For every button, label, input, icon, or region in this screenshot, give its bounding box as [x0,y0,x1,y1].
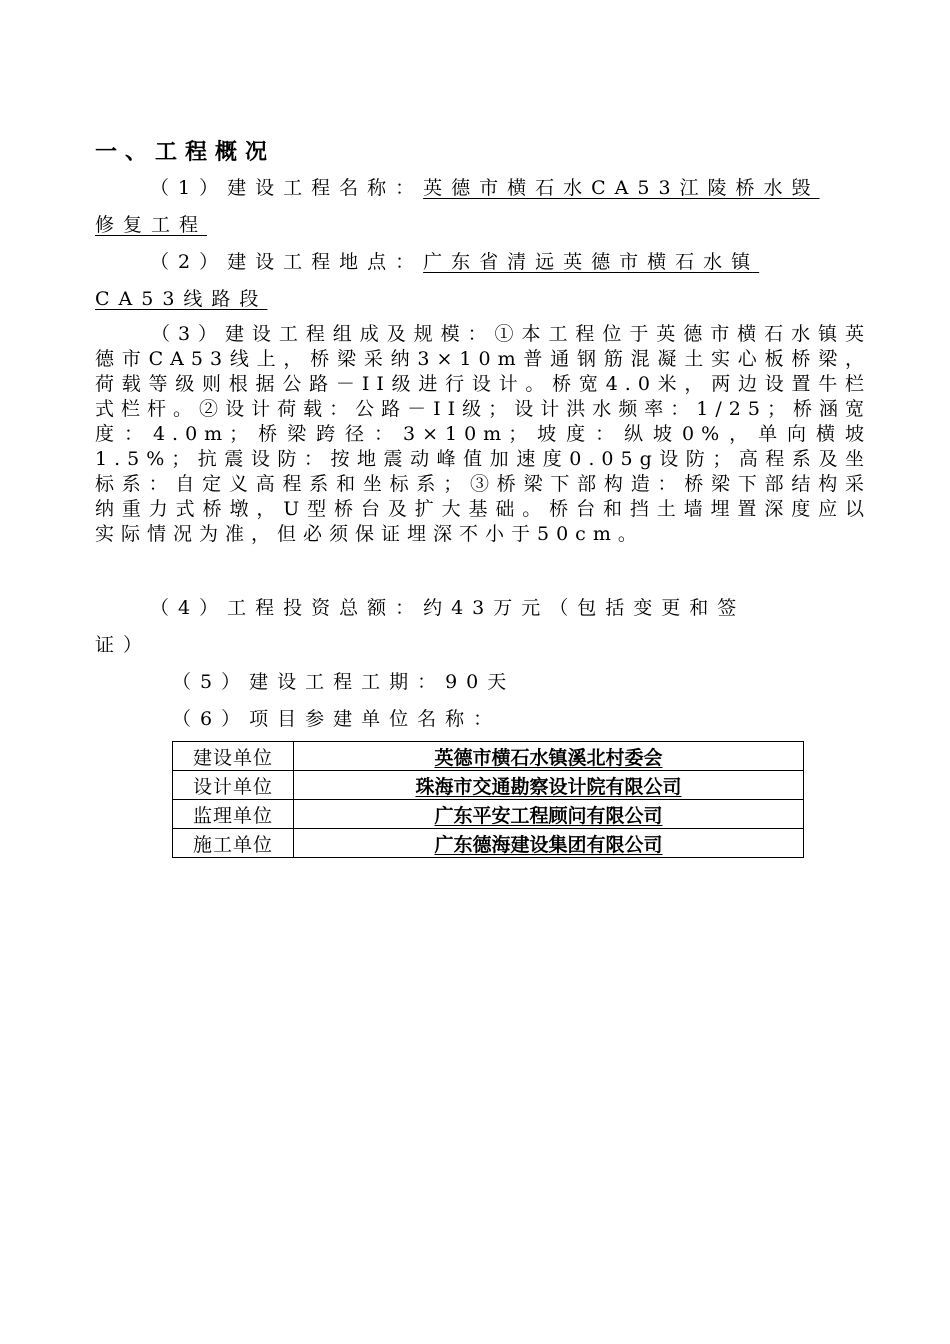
unit-role: 设计单位 [173,771,294,800]
participants-table [172,741,804,858]
item-project-location-cont [95,287,267,311]
unit-role: 监理单位 [173,800,294,829]
item-investment [150,596,745,620]
table-row [173,742,804,771]
item-participants [172,707,501,731]
investment-text-cont: 证） [95,634,152,656]
item-project-scope [95,322,871,547]
unit-role: 施工单位 [173,829,294,858]
item-label: （4）工程投资总额： [150,597,424,619]
item-label: （3）建设工程组成及规模： [151,323,495,345]
unit-org: 广东德海建设集团有限公司 [294,829,804,858]
unit-org: 广东平安工程顾问有限公司 [294,800,804,829]
item-label: （1）建设工程名称： [150,177,424,199]
table-row [173,771,804,800]
unit-org: 珠海市交通勘察设计院有限公司 [294,771,804,800]
item-project-name-cont [95,213,207,237]
item-label: （5）建设工程工期： [172,671,446,693]
project-name-value: 英德市横石水CA53江陵桥水毁 [423,177,820,199]
project-location-value-cont: CA53线路段 [95,288,268,310]
project-name-value-cont: 修复工程 [95,214,208,236]
project-location-value: 广东省清远英德市横石水镇 [423,251,760,273]
item-duration [172,670,515,694]
investment-text: 约43万元（包括变更和签 [423,597,746,619]
project-scope-text: ①本工程位于英德市横石水镇英德市CA53线上，桥梁采纳3×10m普通钢筋混凝土实心板桥梁，荷载等级则根据公路－II级进行设计。桥宽4.0米，两边设置牛栏式栏杆。②设计荷载：公路－II级；设计洪水频率：1/25；桥涵宽度：4.0m；桥梁跨径：3×10m；坡度：纵坡0%，单向横坡1.5%；抗震设防：按地震动峰值加速度0.05g设防；高程系及坐标系：自定义高程系和坐标系；③桥梁下部构造：桥梁下部结构采纳重力式桥墩，U型桥台及扩大基础。桥台和挡土墙埋置深度应以实际情况为准，但必须保证埋深不小于50cm。 [95,323,871,545]
item-investment-cont [95,633,151,657]
unit-role: 建设单位 [173,742,294,771]
unit-org: 英德市横石水镇溪北村委会 [294,742,804,771]
duration-text: 90天 [445,671,516,693]
section-heading: 一、工程概况 [95,140,276,165]
item-label: （2）建设工程地点： [150,251,424,273]
table-row [173,800,804,829]
item-project-location [150,250,759,274]
table-row [173,829,804,858]
item-project-name [150,176,820,200]
item-label: （6）项目参建单位名称： [172,708,502,730]
